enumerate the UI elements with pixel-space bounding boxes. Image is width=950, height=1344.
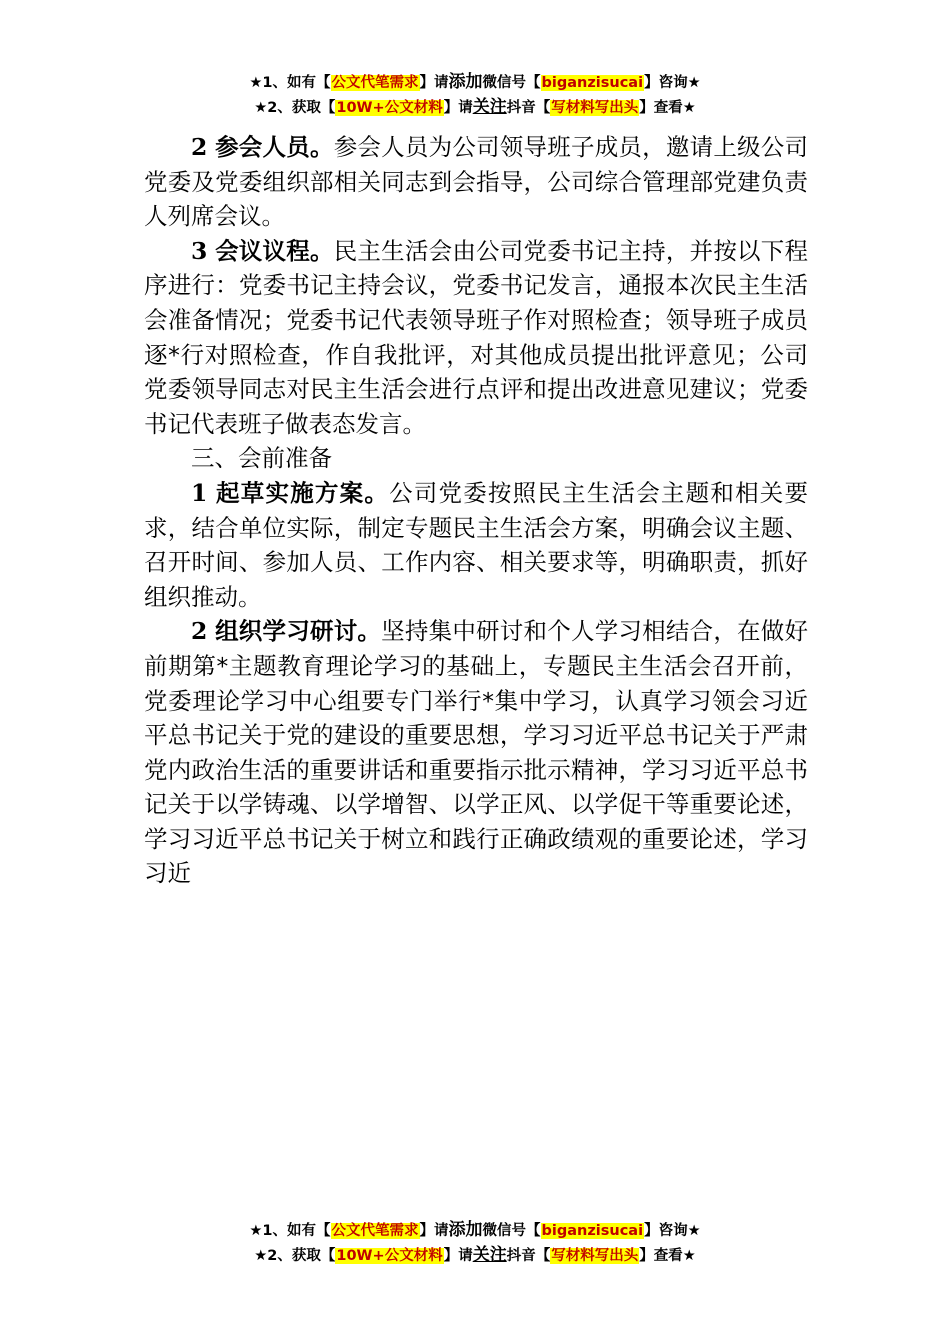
item-number: 2 — [191, 133, 208, 161]
highlight-materials: 10W+公文材料 — [336, 100, 443, 116]
highlight-douyin: 写材料写出头 — [551, 1248, 639, 1264]
banner-text: 1、如有【 — [262, 75, 331, 91]
banner-text: 2、获取【 — [267, 1248, 336, 1264]
banner-line-2 — [0, 1243, 950, 1268]
star-icon: ★ — [254, 100, 268, 116]
header-banner — [0, 70, 950, 120]
star-icon: ★ — [682, 100, 696, 116]
banner-emphasis: 添加 — [448, 72, 483, 92]
banner-text: 微信号【 — [482, 75, 541, 91]
star-icon: ★ — [687, 75, 701, 91]
star-icon: ★ — [254, 1248, 268, 1264]
item-lead: 起草实施方案。 — [216, 478, 390, 507]
paragraph-study-seminar — [144, 614, 808, 891]
paragraph-attendees — [144, 130, 808, 234]
highlight-wechat-id: biganzisucai — [541, 1223, 644, 1239]
banner-emphasis: 关注 — [472, 1245, 507, 1265]
document-body — [144, 130, 808, 891]
banner-emphasis: 添加 — [448, 1220, 483, 1240]
banner-text: 】查看 — [639, 1248, 683, 1264]
banner-text: 】请 — [443, 1248, 473, 1264]
section-heading: 三、会前准备 — [191, 444, 332, 473]
item-number: 2 — [191, 617, 208, 646]
highlight-douyin: 写材料写出头 — [551, 100, 639, 116]
banner-text: 2、获取【 — [267, 100, 336, 116]
item-number: 1 — [191, 478, 208, 507]
banner-text: 】咨询 — [644, 1223, 688, 1239]
item-lead: 参会人员。 — [215, 133, 334, 161]
banner-text: 抖音【 — [506, 1248, 551, 1264]
banner-text: 抖音【 — [506, 100, 551, 116]
banner-line-2 — [0, 95, 950, 120]
item-number: 3 — [191, 236, 208, 265]
highlight-wechat-id: biganzisucai — [541, 75, 644, 91]
item-text: 民主生活会由公司党委书记主持，并按以下程序进行：党委书记主持会议，党委书记发言，通报本次民主生活会准备情况；党委书记代表领导班子作对照检查；领导班子成员逐*行对照检查，作自我批评，对其他成员提出批评意见；公司党委领导同志对民主生活会进行点评和提出改进意见建议；党委书记代表班子做表态发言。 — [144, 236, 809, 438]
banner-text: 1、如有【 — [262, 1223, 331, 1239]
footer-banner — [0, 1218, 950, 1268]
paragraph-implementation-plan — [144, 476, 808, 614]
banner-text: 】请 — [443, 100, 473, 116]
banner-text: 】咨询 — [644, 75, 688, 91]
banner-text: 】查看 — [639, 100, 683, 116]
highlight-ghostwriting: 公文代笔需求 — [331, 75, 419, 91]
highlight-materials: 10W+公文材料 — [336, 1248, 443, 1264]
banner-line-1 — [0, 70, 950, 95]
banner-text: 】请 — [419, 1223, 449, 1239]
item-text: 坚持集中研讨和个人学习相结合，在做好前期第*主题教育理论学习的基础上，专题民主生活会召开前，党委理论学习中心组要专门举行*集中学习，认真学习领会习近平总书记关于党的建设的重要思想，学习习近平总书记关于严肃党内政治生活的重要讲话和重要指示批示精神，学习习近平总书记关于以学铸魂、以学增智、以学正风、以学促干等重要论述，学习习近平总书记关于树立和践行正确政绩观的重要论述，学习习近 — [144, 617, 809, 888]
star-icon: ★ — [249, 75, 263, 91]
item-text: 参会人员为公司领导班子成员，邀请上级公司党委及党委组织部相关同志到会指导，公司综合管理部党建负责人列席会议。 — [144, 133, 809, 231]
star-icon: ★ — [682, 1248, 696, 1264]
paragraph-agenda — [144, 234, 808, 442]
banner-text: 微信号【 — [482, 1223, 541, 1239]
banner-text: 】请 — [419, 75, 449, 91]
banner-emphasis: 关注 — [472, 97, 507, 117]
item-lead: 组织学习研讨。 — [215, 617, 382, 646]
banner-line-1 — [0, 1218, 950, 1243]
item-lead: 会议议程。 — [215, 236, 334, 265]
item-text: 公司党委按照民主生活会主题和相关要求，结合单位实际，制定专题民主生活会方案，明确会议主题、召开时间、参加人员、工作内容、相关要求等，明确职责，抓好组织推动。 — [144, 478, 808, 611]
star-icon: ★ — [687, 1223, 701, 1239]
highlight-ghostwriting: 公文代笔需求 — [331, 1223, 419, 1239]
star-icon: ★ — [249, 1223, 263, 1239]
